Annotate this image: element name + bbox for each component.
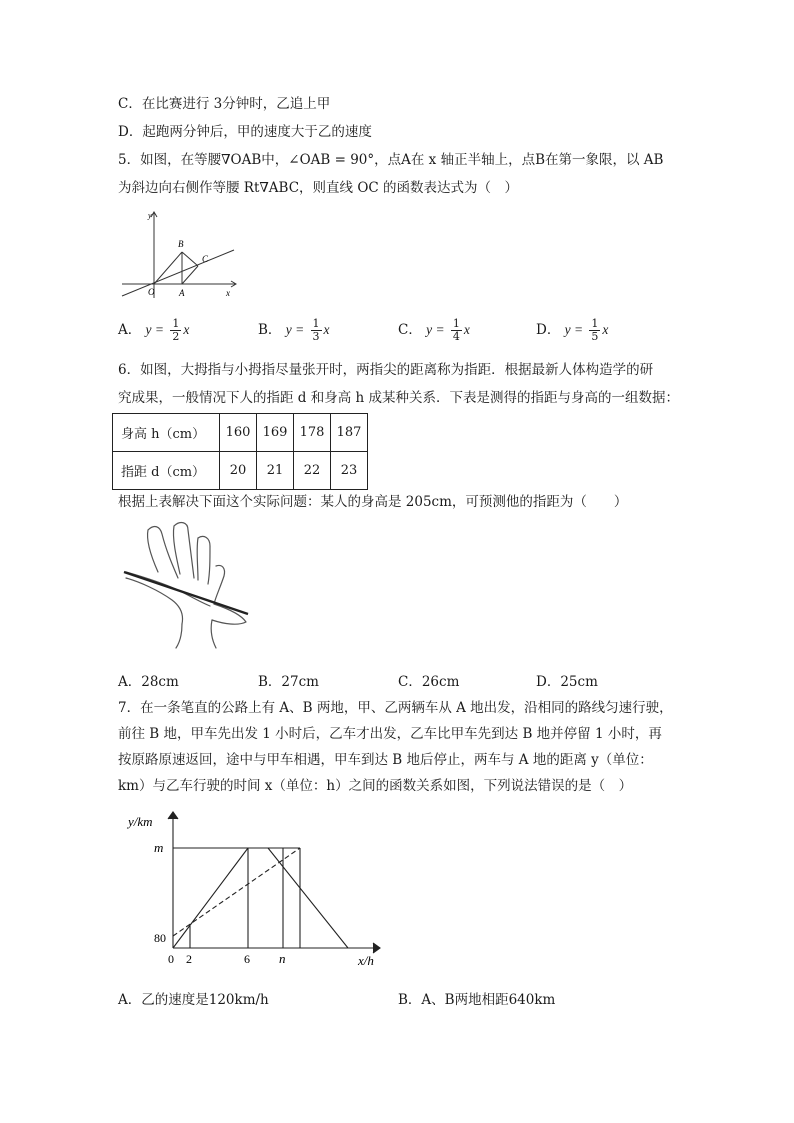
q4-option-d: D．起跑两分钟后，甲的速度大于乙的速度 [118,124,372,140]
q6-option-b: B．27cm [258,674,319,690]
q6-stem-line2: 究成果，一般情况下人的指距 d 和身高 h 成某种关系．下表是测得的指距与身高的一组数据： [118,390,680,406]
q5-seg-ac [182,266,198,284]
q6-cell: 23 [331,452,368,490]
q6-stem-line3: 根据上表解决下面这个实际问题：某人的身高是 205cm，可预测他的指距为（ ） [118,494,628,510]
q7-stem-line1: 7．在一条笔直的公路上有 A、B 两地，甲、乙两辆车从 A 地出发，沿相同的路线匀速行驶， [118,700,673,716]
q7-stem-line4: km）与乙车行驶的时间 x（单位：h）之间的函数关系如图，下列说法错误的是（ ） [118,778,633,794]
q6-stem-line1: 6．如图，大拇指与小拇指尽量张开时，两指尖的距离称为指距．根据最新人体构造学的研 [118,362,654,378]
span-measure-line [124,572,248,614]
q7-y-axis-label: y/km [128,814,153,829]
q7-tick-m: m [154,840,164,855]
q7-tick-6: 6 [244,952,250,966]
q7-y-arrow-icon [168,812,178,819]
q6-cell: 20 [220,452,257,490]
q5-c-label: C [202,254,209,264]
q5-a-label: A [179,288,185,298]
q5-option-d: D． y = $\frac{1}{5}$ x [536,317,609,343]
q4-option-c: C．在比赛进行 3分钟时，乙追上甲 [118,96,331,112]
q7-stem-line2: 前往 B 地，甲车先出发 1 小时后，乙车才出发，乙车比甲车先到达 B 地并停留 1 小时，再 [118,726,662,742]
q6-row1-label: 身高 h（cm） [113,414,220,452]
q5-stem-line2: 为斜边向右侧作等腰 Rt∇ABC，则直线 OC 的函数表达式为（ ） [118,180,519,196]
q5-option-b: B． y = $\frac{1}{3}$ x [258,317,330,343]
q6-cell: 169 [257,414,294,452]
q5-option-c: C． y = $\frac{1}{4}$ x [398,317,470,343]
q7-x-axis-label: x/h [358,953,374,968]
q7-tick-0: 0 [168,952,174,966]
q7-tick-2: 2 [186,952,192,966]
q6-option-a: A．28cm [118,674,179,690]
q6-option-c: C．26cm [398,674,460,690]
q5-stem-line1: 5．如图，在等腰∇OAB中，∠OAB = 90°，点A在 x 轴正半轴上，点B在第一象限，以 AB [118,152,664,168]
q6-row2-label: 指距 d（cm） [113,452,220,490]
q6-option-d: D．25cm [536,674,598,690]
q7-option-b: B．A、B两地相距640km [398,992,556,1008]
q5-x-label: x [226,288,230,298]
q5-y-label: y [148,211,152,220]
q6-cell: 22 [294,452,331,490]
q7-x-arrow-icon [373,943,380,953]
q6-cell: 21 [257,452,294,490]
q5-figure [118,208,243,303]
q5-seg-ob [154,252,182,284]
q6-cell: 178 [294,414,331,452]
q5-b-label: B [178,239,184,249]
hand-illustration [120,520,255,650]
q7-car-yi-return [268,848,348,948]
q7-tick-n: n [279,951,286,966]
q7-option-a: A．乙的速度是120km/h [118,992,269,1008]
table-row [113,414,368,452]
q7-tick-80: 80 [154,931,166,945]
q5-o-label: O [148,287,155,297]
q6-data-table [112,413,368,490]
q6-cell: 160 [220,414,257,452]
q6-cell: 187 [331,414,368,452]
q5-option-a: A． y = $\frac{1}{2}$ x [118,317,190,343]
q7-car-yi-go [173,848,248,948]
q7-graph [118,808,398,973]
q7-stem-line3: 按原路原速返回，途中与甲车相遇，甲车到达 B 地后停止，两车与 A 地的距离 y（单位： [118,752,653,768]
q5-seg-bc [182,252,198,266]
table-row [113,452,368,490]
